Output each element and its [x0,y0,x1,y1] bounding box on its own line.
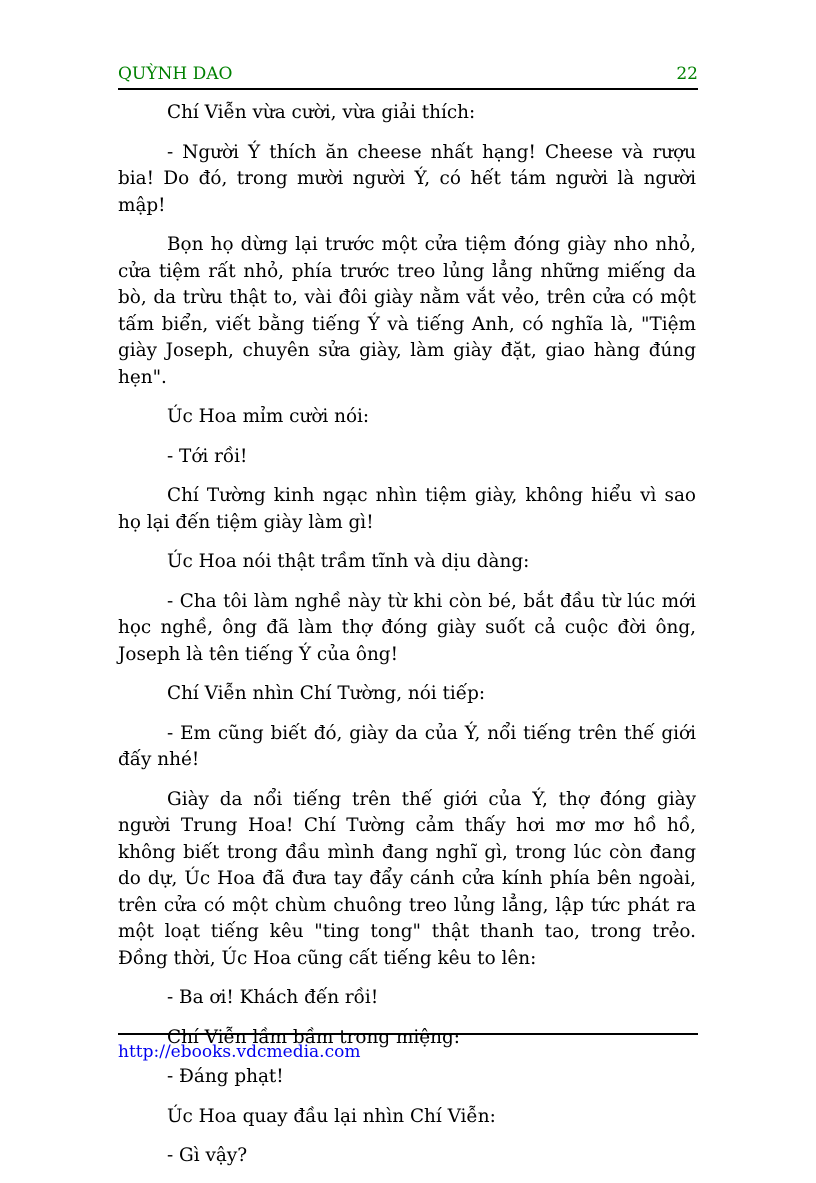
paragraph: - Người Ý thích ăn cheese nhất hạng! Cheese và rượu bia! Do đó, trong mười người Ý, có hết tám người là người mập! [118,141,696,216]
paragraph: - Em cũng biết đó, giày da của Ý, nổi tiếng trên thế giới đấy nhé! [118,722,696,770]
paragraph: - Đáng phạt! [167,1066,284,1087]
footer-divider [118,1033,698,1035]
page-number: 22 [676,64,698,84]
paragraph: Chí Viễn nhìn Chí Tường, nói tiếp: [167,683,486,704]
header-author: QUỲNH DAO [118,64,233,84]
paragraph: Úc Hoa nói thật trầm tĩnh và dịu dàng: [167,551,530,572]
paragraph: Chí Viễn vừa cười, vừa giải thích: [167,102,476,123]
paragraph: - Tới rồi! [167,445,248,467]
paragraph: Úc Hoa quay đầu lại nhìn Chí Viễn: [167,1105,496,1127]
page-body [118,100,696,1183]
paragraph: - Cha tôi làm nghề này từ khi còn bé, bắt đầu từ lúc mới học nghề, ông đã làm thợ đóng giày suốt cả cuộc đời ông, Joseph là tên tiếng Ý của ông! [118,590,696,665]
paragraph: Bọn họ dừng lại trước một cửa tiệm đóng giày nho nhỏ, cửa tiệm rất nhỏ, phía trước treo lủng lẳng những miếng da bò, da trừu thật to, vài đôi giày nằm vắt vẻo, trên cửa có một tấm biển, viết bằng tiếng Ý và tiếng Anh, có nghĩa là, "Tiệm giày Joseph, chuyên sửa giày, làm giày đặt, giao hàng đúng hẹn". [118,234,696,388]
paragraph: Giày da nổi tiếng trên thế giới của Ý, thợ đóng giày người Trung Hoa! Chí Tường cảm thấy hơi mơ mơ hồ hồ, không biết trong đầu mình đang nghĩ gì, trong lúc còn đang do dự, Úc Hoa đã đưa tay đẩy cánh cửa kính phía bên ngoài, trên cửa có một chùm chuông treo lủng lẳng, lập tức phát ra một loạt tiếng kêu "ting tong" thật thanh tao, trong trẻo. Đồng thời, Úc Hoa cũng cất tiếng kêu to lên: [118,788,696,969]
footer-url-link[interactable]: http://ebooks.vdcmedia.com [118,1042,361,1062]
paragraph: - Ba ơi! Khách đến rồi! [167,987,379,1008]
paragraph: - Gì vậy? [167,1145,248,1166]
page-header [118,62,698,90]
paragraph: Chí Tường kinh ngạc nhìn tiệm giày, không hiểu vì sao họ lại đến tiệm giày làm gì! [118,485,696,533]
paragraph: Úc Hoa mỉm cười nói: [167,406,370,427]
paragraph: Chí Viễn lầm bầm trong miệng: [167,1026,460,1048]
